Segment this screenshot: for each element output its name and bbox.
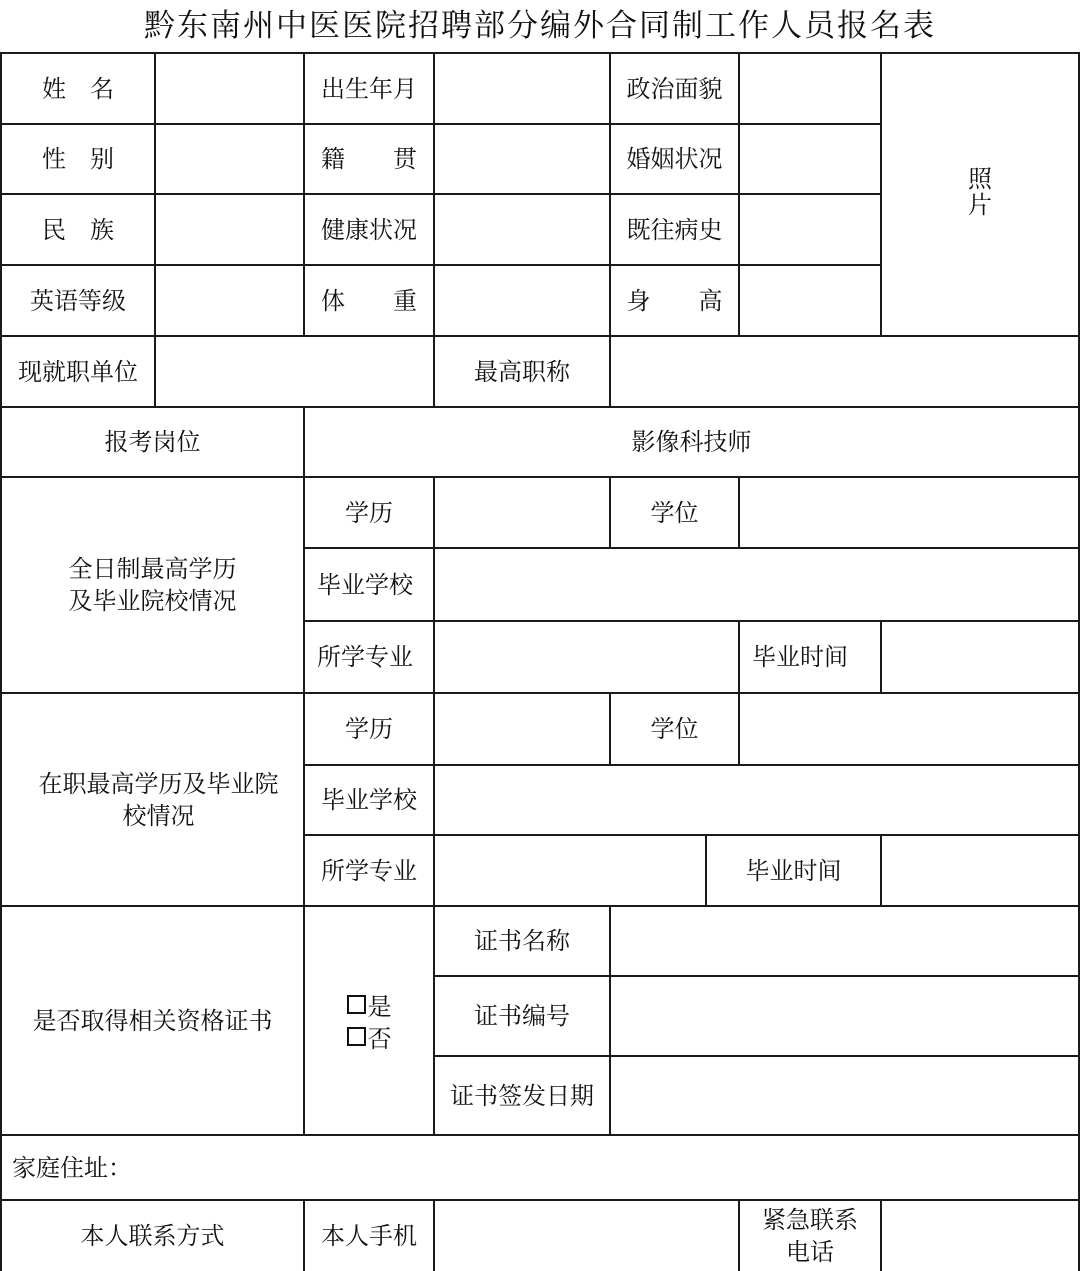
ft-major-label: 所学专业 (317, 643, 413, 671)
ft-grad-time-label: 毕业时间 (752, 643, 848, 671)
label-native: 籍 贯 (321, 145, 417, 173)
fulltime-section-label: 全日制最高学历 及毕业院校情况 (68, 555, 237, 615)
cert-number-label: 证书编号 (474, 1002, 570, 1030)
english-field[interactable] (156, 266, 303, 335)
phone-field[interactable] (435, 1201, 738, 1271)
marital-field[interactable] (740, 125, 880, 193)
name-field[interactable] (156, 54, 303, 123)
cert-date-label: 证书签发日期 (450, 1081, 594, 1110)
label-height: 身 高 (626, 286, 723, 315)
native-field[interactable] (435, 125, 609, 193)
ft-degree-field[interactable] (740, 478, 1078, 547)
ethnic-field[interactable] (156, 195, 303, 264)
checkbox-yes-icon[interactable] (347, 995, 366, 1014)
cert-section-label: 是否取得相关资格证书 (32, 1006, 273, 1035)
cert-yes-option[interactable] (305, 988, 433, 1020)
address-label: 家庭住址： (12, 1153, 132, 1182)
cert-name-field[interactable] (611, 907, 1078, 975)
oj-education-field[interactable] (435, 694, 609, 764)
label-english: 英语等级 (30, 286, 126, 315)
political-field[interactable] (740, 54, 880, 123)
oj-school-field[interactable] (435, 766, 1078, 834)
cert-no-option[interactable] (305, 1020, 433, 1052)
cert-no-label: 否 (367, 1024, 392, 1053)
ft-grad-time-field[interactable] (882, 622, 1078, 692)
contact-label: 本人联系方式 (80, 1222, 225, 1250)
cert-date-field[interactable] (611, 1057, 1078, 1134)
checkbox-no-icon[interactable] (347, 1027, 366, 1046)
emergency-label: 紧急联系 电话 (762, 1206, 858, 1266)
birth-field[interactable] (435, 54, 609, 123)
weight-field[interactable] (435, 266, 609, 335)
ft-major-field[interactable] (435, 622, 738, 692)
oj-major-field[interactable] (435, 836, 705, 905)
top-title-field[interactable] (611, 337, 1078, 406)
onjob-section-label: 在职最高学历及毕业院 校情况 (38, 769, 279, 830)
label-health: 健康状况 (321, 215, 417, 244)
label-employer: 现就职单位 (18, 357, 138, 386)
oj-major-label: 所学专业 (321, 856, 417, 885)
emergency-field[interactable] (882, 1201, 1078, 1271)
ft-education-field[interactable] (435, 478, 609, 547)
health-field[interactable] (435, 195, 609, 264)
ft-school-label: 毕业学校 (317, 570, 413, 599)
employer-field[interactable] (156, 337, 433, 406)
oj-grad-time-label: 毕业时间 (745, 856, 842, 885)
ft-education-label: 学历 (345, 498, 393, 527)
history-field[interactable] (740, 195, 880, 264)
photo-label: 照 片 (968, 165, 992, 219)
label-gender: 性 别 (42, 145, 114, 173)
oj-degree-field[interactable] (740, 694, 1078, 764)
form-title: 黔东南州中医医院招聘部分编外合同制工作人员报名表 (144, 8, 936, 44)
oj-degree-label: 学位 (650, 715, 699, 743)
label-top-title: 最高职称 (474, 357, 570, 386)
ft-degree-label: 学位 (650, 498, 699, 527)
phone-label: 本人手机 (321, 1222, 417, 1250)
oj-grad-time-field[interactable] (882, 836, 1078, 905)
oj-school-label: 毕业学校 (321, 786, 417, 814)
label-birth: 出生年月 (321, 74, 417, 103)
label-political: 政治面貌 (626, 74, 723, 103)
cert-number-field[interactable] (611, 977, 1078, 1055)
cert-yes-label: 是 (367, 992, 392, 1021)
label-name: 姓 名 (42, 74, 114, 103)
label-history: 既往病史 (626, 215, 723, 244)
height-field[interactable] (740, 266, 880, 335)
cert-name-label: 证书名称 (474, 927, 570, 955)
label-ethnic: 民 族 (42, 215, 114, 244)
position-value: 影像科技师 (631, 428, 752, 456)
oj-education-label: 学历 (345, 715, 393, 743)
address-field[interactable] (140, 1136, 1078, 1199)
ft-school-field[interactable] (435, 549, 1078, 620)
label-position: 报考岗位 (104, 428, 201, 456)
label-marital: 婚姻状况 (626, 145, 723, 173)
gender-field[interactable] (156, 125, 303, 193)
label-weight: 体 重 (321, 286, 417, 315)
